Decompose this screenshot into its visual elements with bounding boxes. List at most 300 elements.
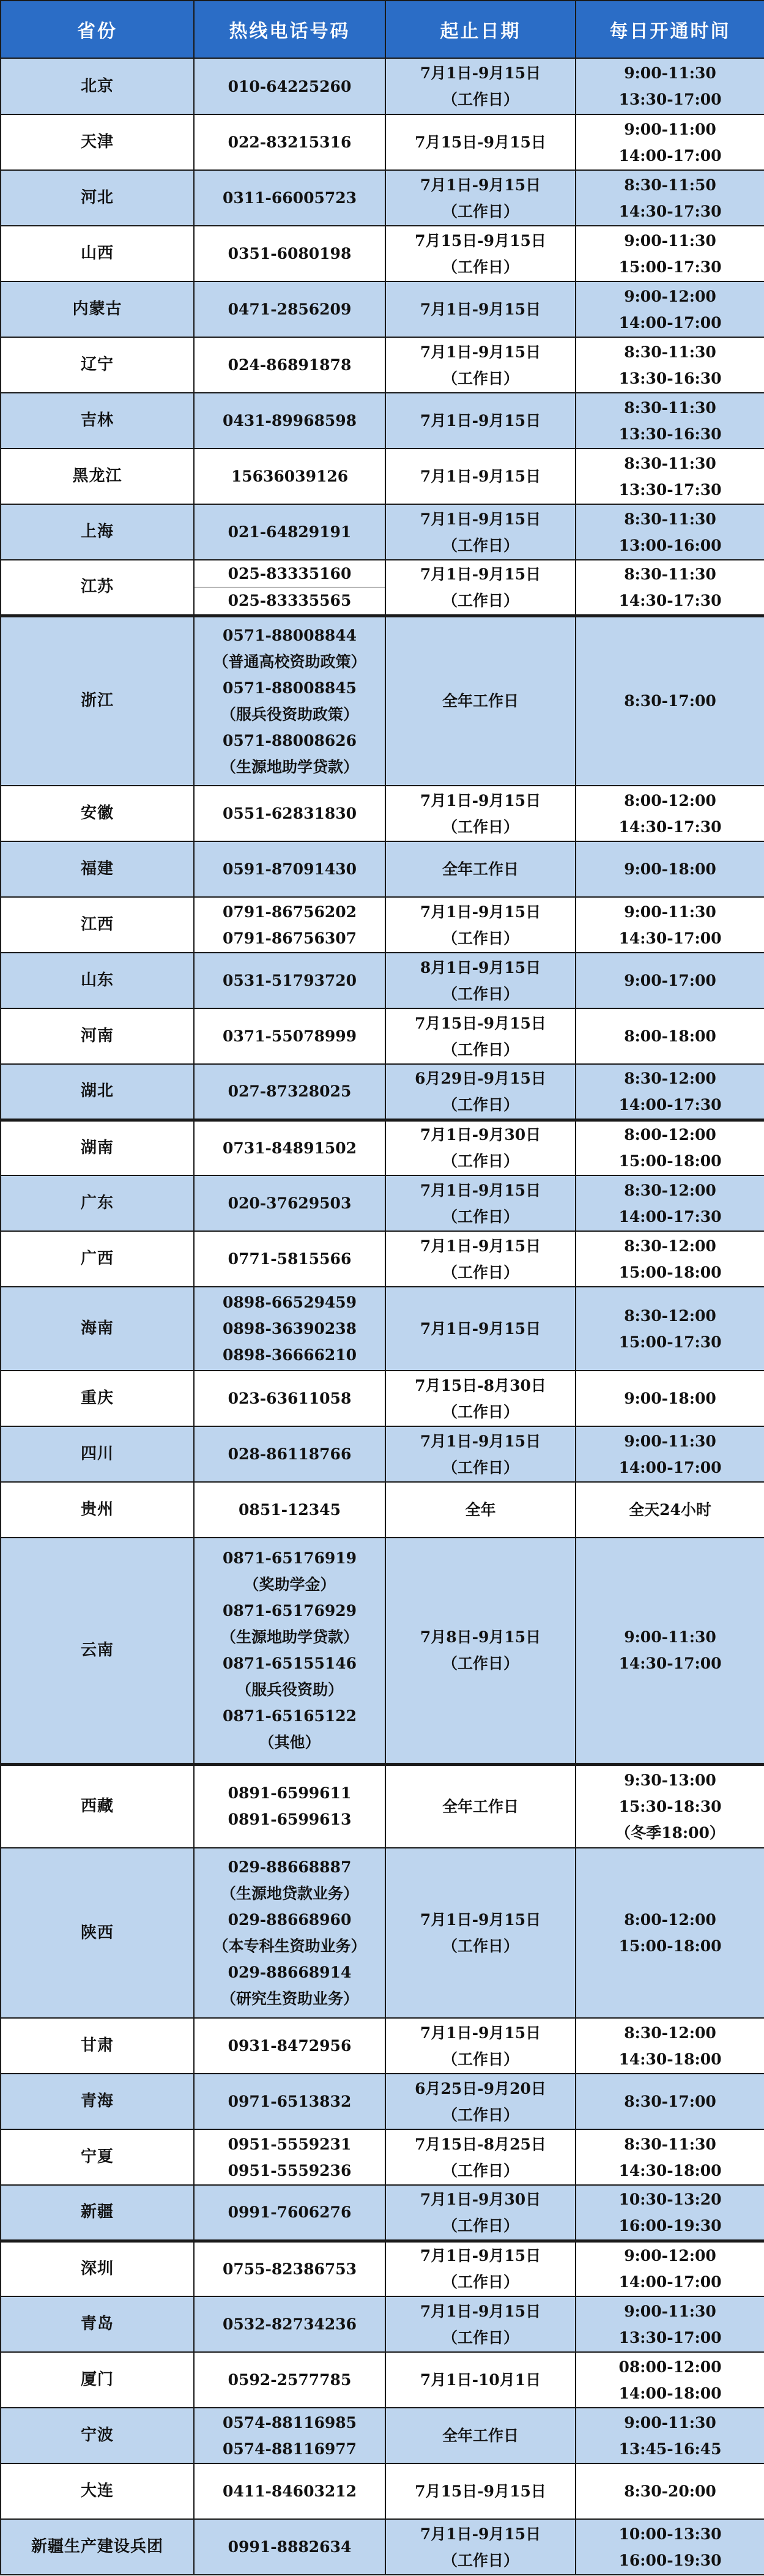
cell-province: 宁夏 <box>1 2129 194 2185</box>
dates-line: （工作日） <box>442 2273 519 2291</box>
dates-line: （工作日） <box>442 1655 519 1673</box>
cell-hours <box>576 2241 764 2296</box>
hours-line: 8:30-17:00 <box>624 692 716 710</box>
cell-hours <box>576 1287 764 1371</box>
hours-line: 8:30-20:00 <box>624 2482 716 2500</box>
dates-line: （工作日） <box>442 369 519 387</box>
cell-phones <box>194 2463 385 2519</box>
cell-hours <box>576 449 764 504</box>
dates-line: 6月29日-9月15日 <box>415 1069 546 1087</box>
dates-line: 8月1日-9月15日 <box>420 958 541 977</box>
cell-hours <box>576 114 764 170</box>
cell-province: 厦门 <box>1 2352 194 2408</box>
cell-dates <box>385 1482 576 1538</box>
table-row <box>1 1764 764 1848</box>
table-body <box>1 58 764 2575</box>
table-row <box>1 2408 764 2463</box>
cell-hours <box>576 2185 764 2241</box>
hours-line: 8:30-12:00 <box>624 2023 716 2042</box>
hours-line: 14:00-17:00 <box>618 146 722 165</box>
cell-province: 浙江 <box>1 616 194 786</box>
cell-province: 安徽 <box>1 786 194 841</box>
cell-province: 江苏 <box>1 560 194 616</box>
hours-line: 14:30-18:00 <box>618 2050 722 2068</box>
phones-line: 0871-65155146 <box>222 1655 357 1673</box>
header-province: 省份 <box>1 1 194 58</box>
hours-line: 10:30-13:20 <box>618 2190 722 2208</box>
cell-province: 内蒙古 <box>1 281 194 337</box>
header-dates: 起止日期 <box>385 1 576 58</box>
dates-line: （工作日） <box>442 2161 519 2180</box>
table-row <box>1 616 764 786</box>
hours-line: 13:30-17:30 <box>618 480 722 499</box>
dates-line: 7月1日-9月15日 <box>420 2247 541 2265</box>
cell-dates <box>385 1231 576 1287</box>
cell-dates <box>385 2018 576 2074</box>
cell-hours <box>576 1175 764 1231</box>
cell-province: 北京 <box>1 58 194 114</box>
cell-province: 山东 <box>1 953 194 1008</box>
dates-line: （工作日） <box>442 2551 519 2569</box>
hours-line: 14:30-17:30 <box>618 591 722 609</box>
phones-line: 0591-87091430 <box>222 860 357 878</box>
cell-hours <box>576 1120 764 1175</box>
dates-line: （工作日） <box>442 817 519 836</box>
cell-phones <box>194 226 385 281</box>
hours-line: 9:00-11:30 <box>624 2302 716 2320</box>
phones-line: 023-63611058 <box>228 1390 352 1407</box>
cell-phones <box>194 841 385 897</box>
hours-line: 14:30-18:00 <box>618 2161 722 2180</box>
cell-hours <box>576 560 764 616</box>
phones-line: （研究生资助业务） <box>220 1990 358 2008</box>
dates-line: 7月1日-10月1日 <box>420 2371 541 2389</box>
cell-phones <box>194 2185 385 2241</box>
cell-dates <box>385 58 576 114</box>
hours-line: 9:00-12:00 <box>624 2247 716 2265</box>
header-phone: 热线电话号码 <box>194 1 385 58</box>
dates-line: 7月1日-9月15日 <box>420 1432 541 1450</box>
dates-line: 7月1日-9月15日 <box>420 1911 541 1929</box>
hours-line: 9:00-18:00 <box>624 860 716 878</box>
cell-province: 湖北 <box>1 1064 194 1120</box>
phones-line: 0898-66529459 <box>222 1294 357 1311</box>
cell-phones <box>194 58 385 114</box>
table-row <box>1 1231 764 1287</box>
dates-line: （工作日） <box>442 202 519 220</box>
table-row <box>1 953 764 1008</box>
hours-line: 13:45-16:45 <box>618 2440 722 2458</box>
cell-province: 西藏 <box>1 1764 194 1848</box>
phones-line: 0471-2856209 <box>228 300 352 318</box>
cell-dates <box>385 1764 576 1848</box>
cell-phones <box>194 2129 385 2185</box>
cell-hours <box>576 2129 764 2185</box>
phones-line: 0532-82734236 <box>222 2315 357 2333</box>
cell-hours <box>576 2463 764 2519</box>
cell-phones <box>194 786 385 841</box>
dates-line: （工作日） <box>442 985 519 1003</box>
dates-line: 7月1日-9月15日 <box>420 412 541 430</box>
cell-phones <box>194 449 385 504</box>
dates-line: （工作日） <box>442 1458 519 1476</box>
table-row <box>1 1482 764 1538</box>
hours-line: 9:00-11:30 <box>624 1432 716 1450</box>
cell-dates <box>385 1426 576 1482</box>
hours-line: 9:00-11:30 <box>624 231 716 250</box>
cell-hours <box>576 1426 764 1482</box>
cell-dates <box>385 2074 576 2129</box>
dates-line: 7月1日-9月30日 <box>420 2190 541 2208</box>
dates-line: 7月1日-9月15日 <box>420 467 541 485</box>
table-row <box>1 2185 764 2241</box>
dates-line: 7月1日-9月15日 <box>420 2525 541 2543</box>
cell-phones <box>194 2241 385 2296</box>
table-row <box>1 2074 764 2129</box>
phones-line: 0731-84891502 <box>222 1139 357 1157</box>
dates-line: 7月15日-9月15日 <box>415 2482 546 2500</box>
cell-province: 天津 <box>1 114 194 170</box>
phones-line: 0891-6599611 <box>228 1784 352 1803</box>
dates-line: 7月15日-9月15日 <box>415 1014 546 1032</box>
cell-dates <box>385 1064 576 1120</box>
hours-line: 8:30-12:00 <box>624 1069 716 1087</box>
dates-line: 7月15日-9月15日 <box>415 231 546 250</box>
table-row <box>1 114 764 170</box>
phones-line: （普通高校资助政策） <box>213 652 366 671</box>
cell-dates <box>385 1008 576 1064</box>
phones-line: 0371-55078999 <box>222 1027 357 1045</box>
dates-line: （工作日） <box>442 2050 519 2068</box>
cell-phones <box>194 1371 385 1426</box>
phones-line: 010-64225260 <box>228 77 352 95</box>
phones-line: （其他） <box>259 1733 321 1752</box>
cell-phones <box>194 114 385 170</box>
cell-phones <box>194 2296 385 2352</box>
table-row <box>1 281 764 337</box>
cell-province: 新疆 <box>1 2185 194 2241</box>
phones-line: （生源地助学贷款） <box>220 1628 358 1647</box>
cell-hours <box>576 2018 764 2074</box>
hours-line: 14:00-17:30 <box>618 1207 722 1226</box>
cell-province: 新疆生产建设兵团 <box>1 2519 194 2575</box>
cell-hours <box>576 841 764 897</box>
cell-dates <box>385 2185 576 2241</box>
cell-province: 河北 <box>1 170 194 226</box>
hours-line: 15:00-17:30 <box>618 1333 722 1351</box>
cell-hours <box>576 337 764 393</box>
cell-phones <box>194 281 385 337</box>
cell-phones <box>194 1482 385 1538</box>
hours-line: 8:00-12:00 <box>624 1911 716 1929</box>
cell-province: 贵州 <box>1 1482 194 1538</box>
phones-line: 0871-65176919 <box>222 1549 357 1568</box>
dates-line: （工作日） <box>442 258 519 276</box>
phones-line: （服兵役资助） <box>236 1681 343 1699</box>
dates-line: （工作日） <box>442 2328 519 2347</box>
hours-line: 9:00-12:00 <box>624 287 716 305</box>
cell-phones <box>194 953 385 1008</box>
cell-hours <box>576 393 764 449</box>
table-row <box>1 2352 764 2408</box>
hours-line: 15:30-18:30 <box>618 1797 722 1815</box>
hours-line: 9:00-11:30 <box>624 2413 716 2432</box>
cell-dates <box>385 226 576 281</box>
cell-province: 山西 <box>1 226 194 281</box>
phones-line: 0991-7606276 <box>228 2203 352 2222</box>
hours-line: 8:30-11:50 <box>624 176 716 194</box>
header-row <box>1 1 764 58</box>
cell-province: 上海 <box>1 504 194 560</box>
dates-line: 7月1日-9月30日 <box>420 1126 541 1144</box>
phones-line: （本专科生资助业务） <box>213 1937 366 1955</box>
table-row <box>1 337 764 393</box>
phones-line: 0431-89968598 <box>222 412 357 430</box>
dates-line: （工作日） <box>442 591 519 609</box>
cell-dates <box>385 281 576 337</box>
dates-line: 7月1日-9月15日 <box>420 903 541 921</box>
hours-line: 8:00-18:00 <box>624 1027 716 1045</box>
dates-line: 7月1日-9月15日 <box>420 343 541 361</box>
cell-dates <box>385 2519 576 2575</box>
hours-line: 15:00-18:00 <box>618 1263 722 1281</box>
phones-line: 0791-86756202 <box>222 903 357 921</box>
cell-phones <box>194 2519 385 2575</box>
table-row <box>1 2018 764 2074</box>
cell-dates <box>385 841 576 897</box>
table-row <box>1 2129 764 2185</box>
dates-line: 7月1日-9月15日 <box>420 1320 541 1338</box>
hours-line: 13:00-16:00 <box>618 536 722 554</box>
dates-line: 7月1日-9月15日 <box>420 2302 541 2320</box>
phones-line: （奖助学金） <box>243 1576 336 1594</box>
table-row <box>1 2296 764 2352</box>
table-row <box>1 560 764 616</box>
cell-dates <box>385 2241 576 2296</box>
dates-line: 7月8日-9月15日 <box>420 1628 541 1647</box>
phones-line: 025-83335160 <box>195 560 385 587</box>
header-hours: 每日开通时间 <box>576 1 764 58</box>
cell-hours <box>576 281 764 337</box>
cell-dates <box>385 2408 576 2463</box>
cell-phones <box>194 2352 385 2408</box>
dates-line: 7月1日-9月15日 <box>420 510 541 528</box>
cell-province: 青海 <box>1 2074 194 2129</box>
hours-line: 8:30-11:30 <box>624 454 716 472</box>
table-row <box>1 58 764 114</box>
dates-line: （工作日） <box>442 2105 519 2124</box>
phones-line: 0592-2577785 <box>228 2371 352 2389</box>
cell-dates <box>385 616 576 786</box>
cell-province: 大连 <box>1 2463 194 2519</box>
cell-province: 辽宁 <box>1 337 194 393</box>
cell-province: 深圳 <box>1 2241 194 2296</box>
dates-line: 7月15日-9月15日 <box>415 133 546 151</box>
cell-dates <box>385 393 576 449</box>
dates-line: 全年 <box>465 1501 496 1519</box>
phones-line: 0571-88008626 <box>222 731 357 750</box>
hours-line: 13:30-16:30 <box>618 425 722 443</box>
dates-line: 7月1日-9月15日 <box>420 64 541 82</box>
cell-province: 海南 <box>1 1287 194 1371</box>
cell-hours <box>576 786 764 841</box>
cell-phones <box>194 393 385 449</box>
cell-phones <box>194 1764 385 1848</box>
cell-phones <box>194 1287 385 1371</box>
cell-phones <box>194 1426 385 1482</box>
cell-province: 广东 <box>1 1175 194 1231</box>
phones-line: （服兵役资助政策） <box>220 705 358 723</box>
dates-line: 7月15日-8月30日 <box>415 1376 546 1394</box>
phones-line: 0931-8472956 <box>228 2037 352 2055</box>
cell-phones <box>194 337 385 393</box>
dates-line: （工作日） <box>442 1263 519 1281</box>
cell-province: 黑龙江 <box>1 449 194 504</box>
cell-province: 江西 <box>1 897 194 953</box>
table-row <box>1 1064 764 1120</box>
hours-line: 9:00-11:30 <box>624 64 716 82</box>
cell-hours <box>576 616 764 786</box>
cell-hours <box>576 2074 764 2129</box>
hours-line: 13:30-17:00 <box>618 91 722 108</box>
cell-dates <box>385 170 576 226</box>
hours-line: 9:00-18:00 <box>624 1390 716 1407</box>
cell-hours <box>576 897 764 953</box>
dates-line: （工作日） <box>442 536 519 554</box>
cell-dates <box>385 1371 576 1426</box>
cell-dates <box>385 504 576 560</box>
cell-province: 陕西 <box>1 1848 194 2018</box>
dates-line: 7月1日-9月15日 <box>420 565 541 583</box>
hours-line: 13:30-17:00 <box>618 2328 722 2347</box>
hours-line: 8:30-11:30 <box>624 343 716 361</box>
hours-line: 14:00-17:00 <box>618 2273 722 2291</box>
cell-hours <box>576 1371 764 1426</box>
cell-dates <box>385 449 576 504</box>
hours-line: 16:00-19:30 <box>618 2216 722 2235</box>
dates-line: 7月1日-9月15日 <box>420 1237 541 1255</box>
dates-line: 7月1日-9月15日 <box>420 176 541 194</box>
cell-phones <box>194 1231 385 1287</box>
cell-dates <box>385 1848 576 2018</box>
hours-line: 8:30-11:30 <box>624 2135 716 2153</box>
table-row <box>1 449 764 504</box>
phones-line: （生源地贷款业务） <box>220 1885 358 1902</box>
cell-hours <box>576 1008 764 1064</box>
table-row <box>1 897 764 953</box>
cell-hours <box>576 1764 764 1848</box>
phones-line: 0755-82386753 <box>222 2260 357 2278</box>
phones-line: 0411-84603212 <box>222 2482 357 2500</box>
dates-line: （工作日） <box>442 1402 519 1421</box>
cell-phones <box>194 170 385 226</box>
hours-line: 9:00-11:30 <box>624 1628 716 1647</box>
cell-phones <box>194 897 385 953</box>
phones-line: 0551-62831830 <box>222 805 357 822</box>
cell-hours <box>576 58 764 114</box>
table-row <box>1 841 764 897</box>
cell-phones <box>194 504 385 560</box>
phones-line: 025-83335565 <box>228 592 352 610</box>
dates-line: 全年工作日 <box>442 1797 519 1815</box>
dates-line: （工作日） <box>442 1937 519 1955</box>
hours-line: 13:30-16:30 <box>618 369 722 387</box>
cell-dates <box>385 1287 576 1371</box>
hours-line: 8:00-12:00 <box>624 1126 716 1144</box>
hours-line: 8:30-12:00 <box>624 1181 716 1199</box>
cell-dates <box>385 897 576 953</box>
hours-line: 8:30-11:30 <box>624 510 716 528</box>
cell-province: 福建 <box>1 841 194 897</box>
cell-province: 甘肃 <box>1 2018 194 2074</box>
hours-line: 8:30-17:00 <box>624 2093 716 2110</box>
hours-line: 14:00-18:00 <box>618 2384 722 2402</box>
phones-line: 0898-36390238 <box>222 1320 357 1338</box>
cell-phones <box>194 2074 385 2129</box>
phones-line: 0871-65165122 <box>222 1707 357 1725</box>
phones-line: 0951-5559231 <box>228 2135 352 2153</box>
cell-hours <box>576 1848 764 2018</box>
dates-line: （工作日） <box>442 1152 519 1171</box>
table-row <box>1 1120 764 1175</box>
cell-province: 四川 <box>1 1426 194 1482</box>
phones-line: 029-88668887 <box>228 1858 352 1876</box>
dates-line: 7月1日-9月15日 <box>420 2023 541 2042</box>
hours-line: 14:00-17:00 <box>618 1458 722 1476</box>
hours-line: 8:00-12:00 <box>624 791 716 810</box>
cell-province: 湖南 <box>1 1120 194 1175</box>
hours-line: 8:30-11:30 <box>624 398 716 417</box>
cell-phones <box>194 1538 385 1764</box>
phones-line: 0351-6080198 <box>228 245 352 262</box>
dates-line: 7月1日-9月15日 <box>420 1181 541 1199</box>
table-row <box>1 504 764 560</box>
hours-line: 8:30-12:00 <box>624 1237 716 1255</box>
hours-line: 10:00-13:30 <box>618 2525 722 2543</box>
cell-dates <box>385 2352 576 2408</box>
cell-hours <box>576 1064 764 1120</box>
hours-line: 9:30-13:00 <box>624 1771 716 1789</box>
cell-dates <box>385 786 576 841</box>
cell-dates <box>385 1120 576 1175</box>
cell-hours <box>576 953 764 1008</box>
table-row <box>1 1287 764 1371</box>
phones-line: 027-87328025 <box>228 1082 352 1101</box>
cell-province: 云南 <box>1 1538 194 1764</box>
cell-hours <box>576 504 764 560</box>
hours-line: （冬季18:00） <box>615 1823 725 1842</box>
cell-phones <box>194 1064 385 1120</box>
cell-province: 吉林 <box>1 393 194 449</box>
phones-line: 0574-88116985 <box>222 2413 357 2432</box>
phones-line: 024-86891878 <box>228 356 352 374</box>
cell-phones <box>194 1120 385 1175</box>
phones-line: 0951-5559236 <box>228 2161 352 2180</box>
cell-dates <box>385 114 576 170</box>
dates-line: （工作日） <box>442 91 519 108</box>
cell-phones <box>194 1175 385 1231</box>
cell-dates <box>385 953 576 1008</box>
table-row <box>1 226 764 281</box>
hours-line: 8:30-12:00 <box>624 1306 716 1325</box>
phones-line: 0771-5815566 <box>228 1250 352 1268</box>
phones-line: 029-88668914 <box>228 1964 352 1981</box>
hours-line: 14:30-17:30 <box>618 817 722 836</box>
hours-line: 16:00-19:30 <box>618 2551 722 2569</box>
cell-phones <box>194 1008 385 1064</box>
phones-line: 0311-66005723 <box>222 189 357 207</box>
dates-line: （工作日） <box>442 1207 519 1226</box>
